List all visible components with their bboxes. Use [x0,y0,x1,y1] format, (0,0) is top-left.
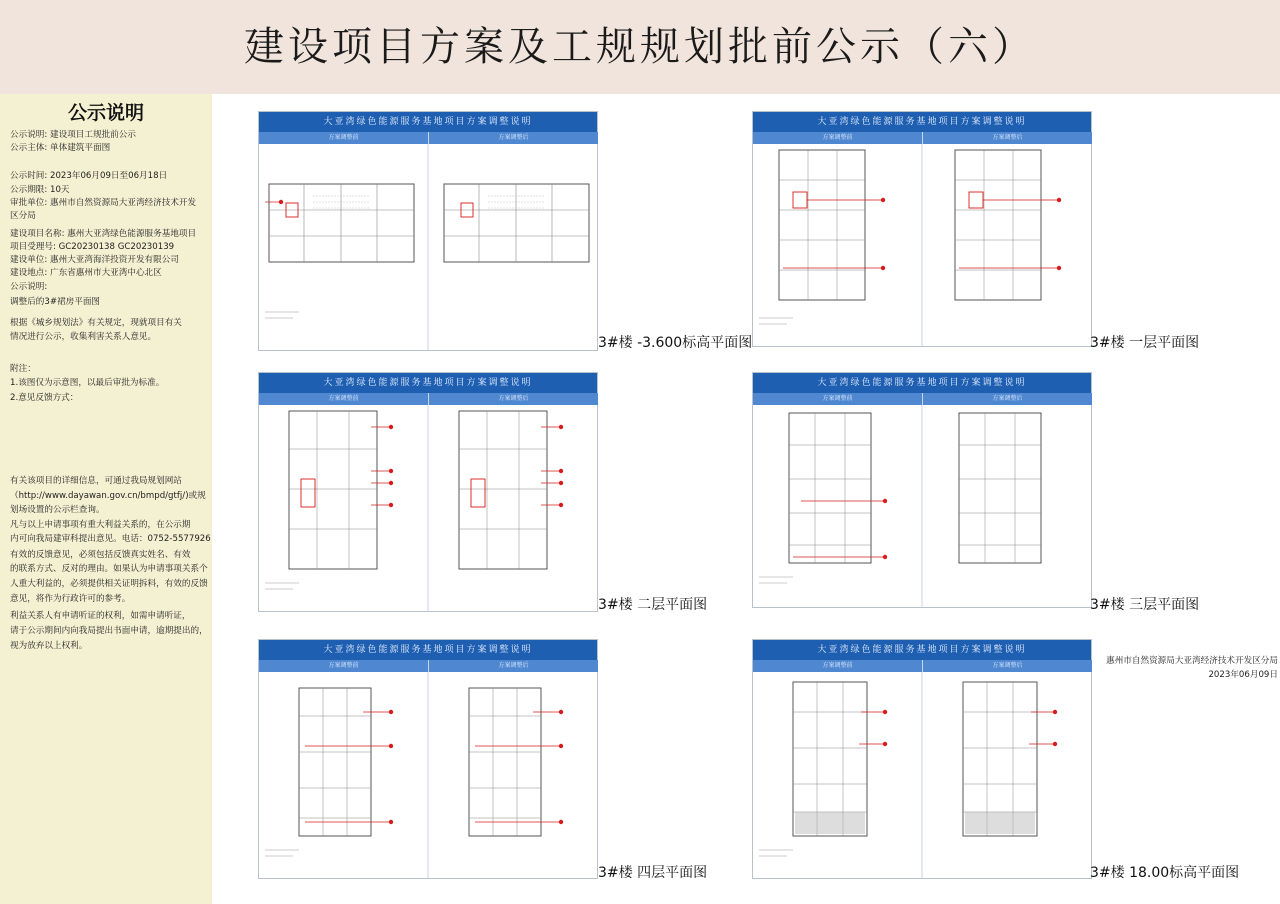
floor-plan-panel [258,639,598,879]
panel-label-before: 方案调整前 [259,132,428,144]
panel-label-after: 方案调整后 [428,393,598,405]
page-title: 建设项目方案及工规规划批前公示（六） [244,24,1036,70]
floor-plan-drawing [259,405,597,611]
notice-line: 区分局 [10,211,36,221]
notice-line: 1.该图仅为示意图，以最后审批为标准。 [10,378,165,388]
floor-plan-caption: 3#楼 三层平面图 [1090,597,1200,613]
notice-line: 人重大利益的，必须提供相关证明拆料，有效的反馈 [10,579,208,589]
notice-line: 建设单位: 惠州大亚湾海洋投资开发有限公司 [10,255,179,265]
notice-line: 有效的反馈意见，必须包括反馈真实姓名、有效 [10,550,191,560]
panel-label-before: 方案调整前 [753,393,922,405]
notice-line: 2.意见反馈方式： [10,393,79,403]
notice-line: 根据《城乡规划法》有关规定，现就项目有关 [10,318,182,328]
panel-header: 大亚湾绿色能源服务基地项目方案调整说明 [753,373,1091,393]
floor-plan-panel [752,372,1092,608]
panel-label-after: 方案调整后 [922,132,1092,144]
notice-line: 调整后的3#裙房平面图 [10,297,101,307]
panel-label-before: 方案调整前 [259,393,428,405]
notice-line: 审批单位: 惠州市自然资源局大亚湾经济技术开发 [10,198,197,208]
panel-label-after: 方案调整后 [922,393,1092,405]
notice-line: 利益关系人有申请听证的权利，如需申请听证， [10,611,191,621]
floor-plan-drawing [259,672,597,878]
notice-line: 意见，将作为行政许可的参考。 [10,594,131,604]
notice-line: 项目受理号: GC20230138 GC20230139 [10,242,175,252]
panel-label-after: 方案调整后 [428,132,598,144]
panel-header: 大亚湾绿色能源服务基地项目方案调整说明 [753,640,1091,660]
floor-plan-caption: 3#楼 一层平面图 [1090,335,1200,351]
notice-signature-org: 惠州市自然资源局大亚湾经济技术开发区分局 [1106,656,1278,666]
floor-plan-caption: 3#楼 四层平面图 [598,865,708,881]
notice-line: 情况进行公示，收集利害关系人意见。 [10,332,157,342]
notice-line: 划场设置的公示栏查询。 [10,505,105,515]
notice-heading: 公示说明 [67,102,144,124]
notice-line: 公示期限: 10天 [10,185,70,195]
notice-line: 建设项目名称: 惠州大亚湾绿色能源服务基地项目 [10,229,197,239]
notice-line: 公示主体: 单体建筑平面图 [10,143,111,153]
notice-line: 请于公示期间内向我局提出书面申请，逾期提出的， [10,626,208,636]
notice-line: 的联系方式、反对的理由。如果认为申请事项关系个 [10,564,208,574]
panel-header: 大亚湾绿色能源服务基地项目方案调整说明 [753,112,1091,132]
panel-label-before: 方案调整前 [753,660,922,672]
notice-line: 有关该项目的详细信息，可通过我局规划网站 [10,476,182,486]
notice-line: 凡与以上申请事项有重大利益关系的，在公示期 [10,520,191,530]
floor-plan-drawing [753,405,1091,607]
notice-line: 公示说明: 建设项目工规批前公示 [10,130,136,140]
floor-plan-caption: 3#楼 二层平面图 [598,597,708,613]
panel-header: 大亚湾绿色能源服务基地项目方案调整说明 [259,112,597,132]
floor-plan-caption: 3#楼 18.00标高平面图 [1090,865,1240,881]
notice-line: 公示说明: [10,282,48,292]
notice-line: 内可向我局建审科提出意见。电话：0752-5577926 [10,534,211,544]
notice-line: 附注： [10,364,36,374]
panel-label-before: 方案调整前 [259,660,428,672]
floor-plan-drawing [753,144,1091,346]
floor-plan-drawing [753,672,1091,878]
notice-signature-date: 2023年06月09日 [1208,670,1278,680]
notice-line: 视为放弃以上权利。 [10,641,88,651]
floor-plan-panel [752,111,1092,347]
panel-header: 大亚湾绿色能源服务基地项目方案调整说明 [259,640,597,660]
floor-plan-panel [258,372,598,612]
panel-label-before: 方案调整前 [753,132,922,144]
notice-line: （http://www.dayawan.gov.cn/bmpd/gtfj/)或规 [10,491,206,501]
panel-header: 大亚湾绿色能源服务基地项目方案调整说明 [259,373,597,393]
floor-plan-panel [752,639,1092,879]
panel-label-after: 方案调整后 [922,660,1092,672]
notice-line: 公示时间: 2023年06月09日至06月18日 [10,171,168,181]
panel-label-after: 方案调整后 [428,660,598,672]
notice-line: 建设地点: 广东省惠州市大亚湾中心北区 [10,268,162,278]
floor-plan-drawing [259,144,597,350]
floor-plan-panel [258,111,598,351]
floor-plan-caption: 3#楼 -3.600标高平面图 [598,335,753,351]
